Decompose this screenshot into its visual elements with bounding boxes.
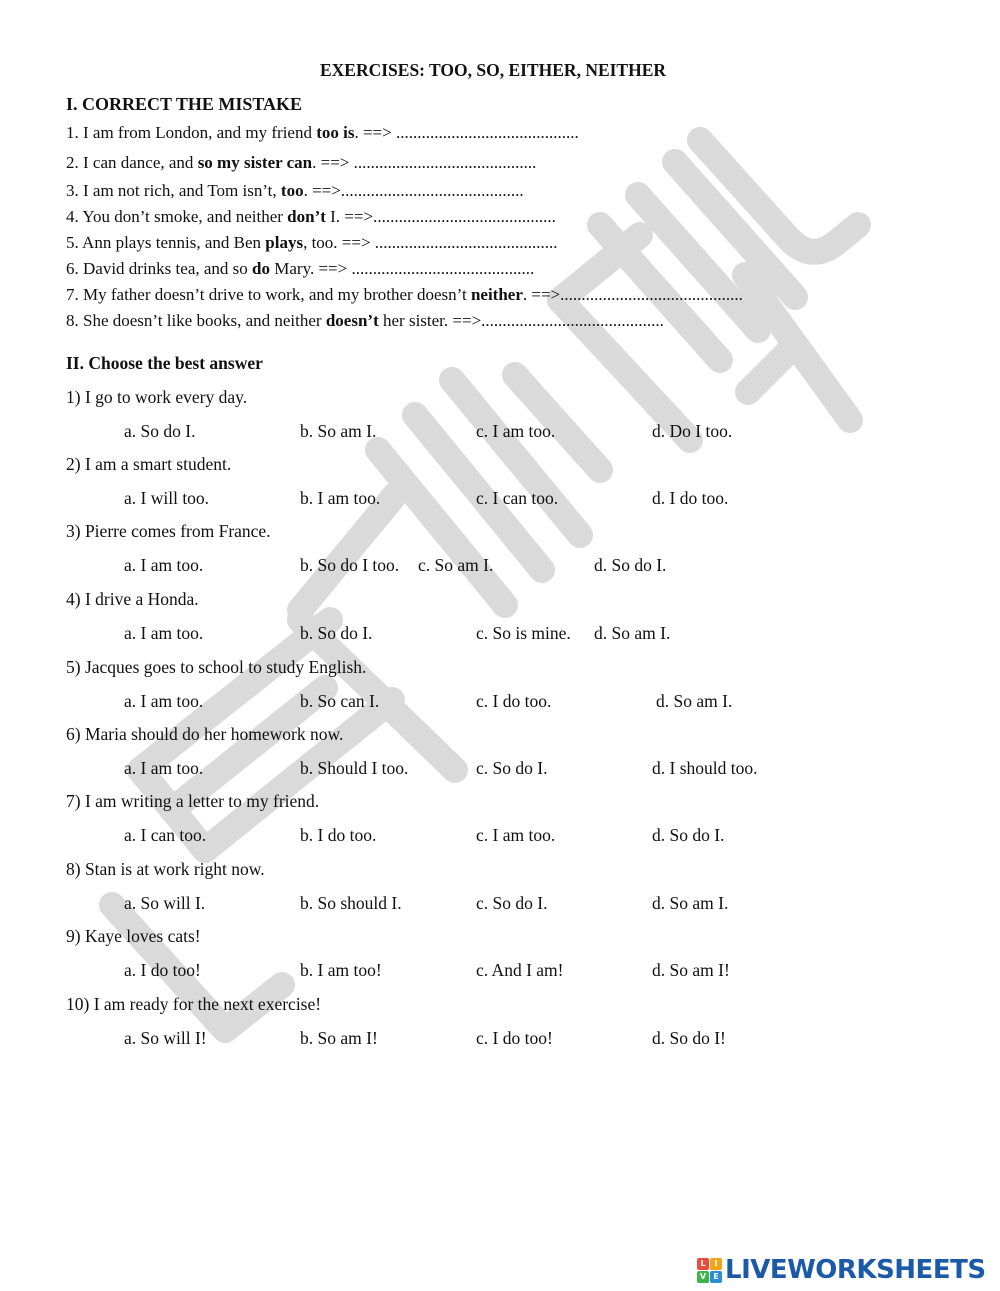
- question-7-option-b[interactable]: b. I do too.: [300, 825, 377, 845]
- question-10-option-d[interactable]: d. So do I!: [652, 1028, 726, 1048]
- question-1: 1) I go to work every day.: [66, 387, 248, 407]
- mistake-text: 2. I can dance, and: [66, 153, 198, 172]
- question-3-option-a[interactable]: a. I am too.: [124, 555, 204, 575]
- mistake-text: I. ==>...........................................: [325, 207, 556, 226]
- question-1-option-a[interactable]: a. So do I.: [124, 421, 196, 441]
- question-8-option-d[interactable]: d. So am I.: [652, 893, 729, 913]
- question-8: 8) Stan is at work right now.: [66, 859, 265, 879]
- question-5-option-d[interactable]: d. So am I.: [656, 691, 733, 711]
- mistake-item-7: [66, 285, 743, 305]
- section-heading-choose-answer: II. Choose the best answer: [66, 353, 263, 373]
- question-7: 7) I am writing a letter to my friend.: [66, 791, 320, 811]
- question-8-option-b[interactable]: b. So should I.: [300, 893, 402, 913]
- question-5: 5) Jacques goes to school to study English.: [66, 657, 367, 677]
- question-9: 9) Kaye loves cats!: [66, 926, 201, 946]
- brand-mark-letter: I: [710, 1258, 722, 1270]
- mistake-text: . ==>...........................................: [522, 285, 743, 304]
- mistake-text: Mary. ==> ...........................................: [270, 259, 535, 278]
- question-1-option-c[interactable]: c. I am too.: [476, 421, 556, 441]
- mistake-text: 8. She doesn’t like books, and neither: [66, 311, 326, 330]
- mistake-highlight: plays: [265, 233, 304, 252]
- mistake-text: . ==> ...........................................: [312, 153, 537, 172]
- question-9-option-c[interactable]: c. And I am!: [476, 960, 564, 980]
- mistake-highlight: too is: [316, 123, 355, 142]
- question-2-option-c[interactable]: c. I can too.: [476, 488, 559, 508]
- question-4-option-c[interactable]: c. So is mine.: [476, 623, 571, 643]
- brand-logo: [697, 1252, 986, 1288]
- brand-mark-letter: L: [697, 1258, 709, 1270]
- mistake-item-5: [66, 233, 558, 253]
- mistake-highlight: do: [252, 259, 270, 278]
- mistake-highlight: don’t: [287, 207, 326, 226]
- question-1-option-d[interactable]: d. Do I too.: [652, 421, 733, 441]
- mistake-highlight: doesn’t: [325, 311, 379, 330]
- question-4-option-b[interactable]: b. So do I.: [300, 623, 373, 643]
- question-2-option-a[interactable]: a. I will too.: [124, 488, 210, 508]
- question-7-option-c[interactable]: c. I am too.: [476, 825, 556, 845]
- question-2-option-b[interactable]: b. I am too.: [300, 488, 381, 508]
- mistake-text: . ==>...........................................: [303, 181, 524, 200]
- mistake-highlight: neither: [470, 285, 523, 304]
- question-10-option-c[interactable]: c. I do too!: [476, 1028, 553, 1048]
- question-5-option-a[interactable]: a. I am too.: [124, 691, 204, 711]
- question-1-option-b[interactable]: b. So am I.: [300, 421, 377, 441]
- question-5-option-b[interactable]: b. So can I.: [300, 691, 380, 711]
- brand-mark-icon: [697, 1258, 722, 1283]
- section-heading-correct-mistake: I. CORRECT THE MISTAKE: [66, 94, 303, 114]
- mistake-text: . ==> ...........................................: [354, 123, 579, 142]
- question-9-option-b[interactable]: b. I am too!: [300, 960, 382, 980]
- question-5-option-c[interactable]: c. I do too.: [476, 691, 552, 711]
- question-6: 6) Maria should do her homework now.: [66, 724, 344, 744]
- mistake-text: 1. I am from London, and my friend: [66, 123, 317, 142]
- mistake-item-2: [66, 153, 536, 173]
- question-9-option-a[interactable]: a. I do too!: [124, 960, 201, 980]
- mistake-highlight: so my sister can: [197, 153, 313, 172]
- question-2: 2) I am a smart student.: [66, 454, 232, 474]
- question-4-option-a[interactable]: a. I am too.: [124, 623, 204, 643]
- question-6-option-d[interactable]: d. I should too.: [652, 758, 758, 778]
- brand-mark-letter: V: [697, 1271, 709, 1283]
- mistake-text: 3. I am not rich, and Tom isn’t,: [66, 181, 281, 200]
- question-10-option-b[interactable]: b. So am I!: [300, 1028, 378, 1048]
- mistake-item-6: [66, 259, 534, 279]
- question-2-option-d[interactable]: d. I do too.: [652, 488, 729, 508]
- question-8-option-a[interactable]: a. So will I.: [124, 893, 206, 913]
- mistake-item-3: [66, 181, 524, 201]
- mistake-text: 5. Ann plays tennis, and Ben: [66, 233, 266, 252]
- brand-mark-letter: E: [710, 1271, 722, 1283]
- question-9-option-d[interactable]: d. So am I!: [652, 960, 730, 980]
- question-6-option-a[interactable]: a. I am too.: [124, 758, 204, 778]
- mistake-highlight: too: [280, 181, 304, 200]
- question-7-option-a[interactable]: a. I can too.: [124, 825, 207, 845]
- brand-name: LIVEWORKSHEETS: [725, 1255, 986, 1285]
- question-6-option-c[interactable]: c. So do I.: [476, 758, 548, 778]
- mistake-item-4: [66, 207, 556, 227]
- question-3-option-b[interactable]: b. So do I too.: [300, 555, 400, 575]
- question-10-option-a[interactable]: a. So will I!: [124, 1028, 207, 1048]
- question-4: 4) I drive a Honda.: [66, 589, 199, 609]
- page-title: EXERCISES: TOO, SO, EITHER, NEITHER: [319, 60, 667, 80]
- question-4-option-d[interactable]: d. So am I.: [594, 623, 671, 643]
- mistake-text: , too. ==> ...........................................: [303, 233, 558, 252]
- question-3-option-d[interactable]: d. So do I.: [594, 555, 667, 575]
- mistake-item-8: [66, 311, 664, 331]
- mistake-text: 7. My father doesn’t drive to work, and my brother doesn’t: [66, 285, 471, 304]
- mistake-text: 4. You don’t smoke, and neither: [66, 207, 288, 226]
- question-3: 3) Pierre comes from France.: [66, 521, 271, 541]
- mistake-item-1: [66, 123, 579, 143]
- question-6-option-b[interactable]: b. Should I too.: [300, 758, 409, 778]
- question-7-option-d[interactable]: d. So do I.: [652, 825, 725, 845]
- question-3-option-c[interactable]: c. So am I.: [418, 555, 494, 575]
- question-10: 10) I am ready for the next exercise!: [66, 994, 322, 1014]
- mistake-text: her sister. ==>...........................................: [378, 311, 664, 330]
- mistake-text: 6. David drinks tea, and so: [66, 259, 253, 278]
- question-8-option-c[interactable]: c. So do I.: [476, 893, 548, 913]
